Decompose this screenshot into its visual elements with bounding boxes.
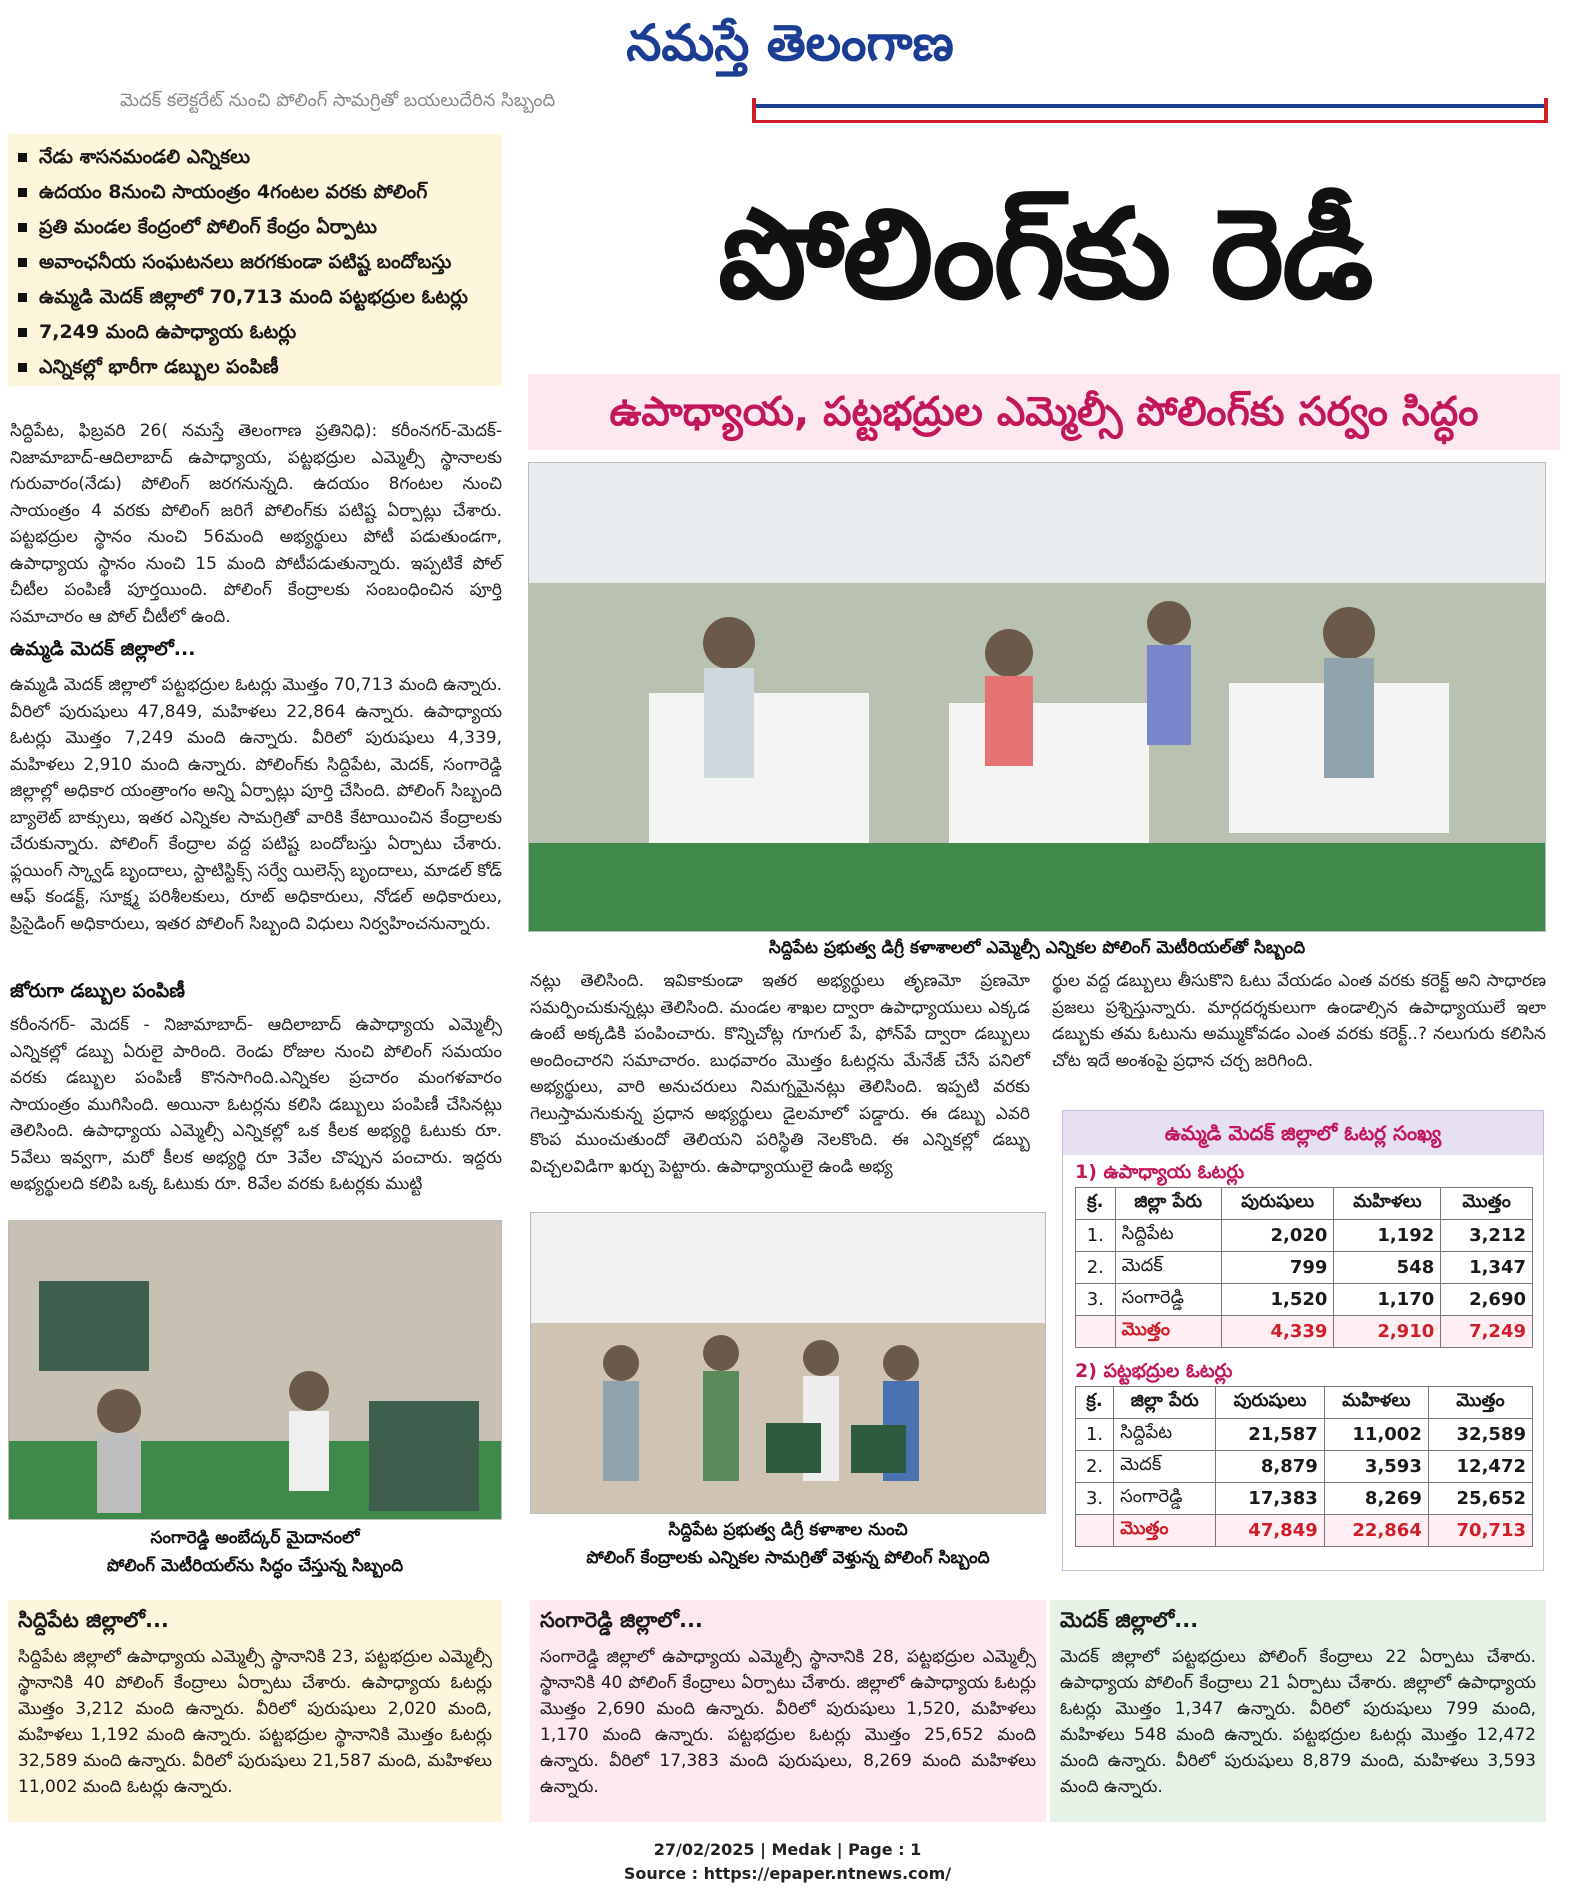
photo-siddipet-staff-image	[531, 1213, 1045, 1513]
highlight-item: ఉమ్మడి మెదక్ జిల్లాలో 70,713 మంది పట్టభద్రుల ఓటర్లు	[18, 280, 492, 315]
footer-date-line: 27/02/2025 | Medak | Page : 1	[653, 1840, 922, 1859]
photo-siddipet-caption-2: పోలింగ్ కేంద్రాలకు ఎన్నికల సామగ్రితో వెళ్తున్న పోలింగ్ సిబ్బంది	[586, 1548, 990, 1568]
district-box-medak	[1050, 1600, 1546, 1822]
voter-table-title: ఉమ్మడి మెదక్ జిల్లాలో ఓటర్ల సంఖ్య	[1063, 1111, 1543, 1155]
article-mid-column: నట్లు తెలిసింది. ఇవికాకుండా ఇతర అభ్యర్థులు తృణమో ప్రణమో సమర్పించుకున్నట్లు తెలిసింది. మండల శాఖల ద్వారా ఉపాధ్యాయులు ఎక్కడ ఉంటే అక్కడికి పంపించారు. కొన్నిచోట్ల గూగుల్ పే, ఫోన్‌పే ద్వారా డబ్బులు అందించారని సమాచారం. బుధవారం మొత్తం ఓటర్లను మేనేజ్ చేసే పనిలో అభ్యర్థులు, వారి అనుచరులు నిమగ్నమైనట్లు తెలిసింది. ఇప్పటి వరకు గెలుస్తామనుకున్న ప్రధాన అభ్యర్థులు డైలమాలో పడ్డారు. ఈ డబ్బు ఎవరి కొంప ముంచుతుందో తెలియని పరిస్థితి నెలకొంది. ఈ ఎన్నికల్లో డబ్బు విచ్చలవిడిగా ఖర్చు పెట్టారు. ఉపాధ్యాయులై ఉండి అభ్య	[530, 971, 1030, 1177]
page-footer	[0, 1838, 1575, 1886]
header-rule	[752, 98, 1548, 123]
highlight-item: 7,249 మంది ఉపాధ్యాయ ఓటర్లు	[18, 315, 492, 350]
footer-source-line: Source : https://epaper.ntnews.com/	[623, 1864, 952, 1883]
highlight-item: ప్రతి మండల కేంద్రంలో పోలింగ్ కేంద్రం ఏర్పాటు	[18, 210, 492, 245]
voter-count-table-box	[1062, 1110, 1544, 1571]
sub-headline: ఉపాధ్యాయ, పట్టభద్రుల ఎమ్మెల్సీ పోలింగ్‌కు సర్వం సిద్ధం	[528, 374, 1560, 450]
table-row: 3. సంగారెడ్డి 17,383 8,269 25,652	[1076, 1483, 1533, 1515]
main-photo-image	[529, 463, 1545, 931]
table-row: 2. మెదక్ 8,879 3,593 12,472	[1076, 1451, 1533, 1483]
article-intro: సిద్దిపేట, ఫిబ్రవరి 26( నమస్తే తెలంగాణ ప్రతినిధి): కరీంనగర్-మెదక్-నిజామాబాద్-ఆదిలాబాద్ ఉపాధ్యాయ, పట్టభద్రుల ఎమ్మెల్సీ స్థానాలకు గురువారం(నేడు) పోలింగ్ జరగనున్నది. ఉదయం 8గంటల నుంచి సాయంత్రం 4 వరకు పోలింగ్ జరిగే పోలింగ్‌కు పటిష్ట ఏర్పాట్లు చేశారు. పట్టభద్రుల స్థానం నుంచి 56మంది అభ్యర్థులు పోటీ పడుతుండగా, ఉపాధ్యాయ స్థానం నుంచి 15 మంది పోటీపడుతున్నారు. ఇప్పటికే పోల్ చీటీల పంపిణీ పూర్తయింది. పోలింగ్ కేంద్రాలకు సంబంధించిన పూర్తి సమాచారం ఆ పోల్ చీటీలో ఉంది.	[10, 421, 502, 627]
photo-sangareddy-caption-2: పోలింగ్ మెటీరియల్‌ను సిద్ధం చేస్తున్న సిబ్బంది	[106, 1556, 404, 1576]
article-para-1: ఉమ్మడి మెదక్ జిల్లాలో పట్టభద్రుల ఓటర్లు మొత్తం 70,713 మంది ఉన్నారు. వీరిలో పురుషులు 47,849, మహిళలు 22,864 ఉన్నారు. ఉపాధ్యాయ ఓటర్లు మొత్తం 7,249 మంది ఉన్నారు. వీరిలో పురుషులు 4,339, మహిళలు 2,910 మంది ఉన్నారు. పోలింగ్‌కు సిద్దిపేట, మెదక్, సంగారెడ్డి జిల్లాల్లో అధికార యంత్రాంగం అన్ని ఏర్పాట్లు పూర్తి చేసింది. పోలింగ్ సిబ్బంది బ్యాలెట్ బాక్సులు, ఇతర ఎన్నికల సామగ్రితో వారికి కేటాయించిన కేంద్రాలకు చేరుకున్నారు. పోలింగ్ కేంద్రాల వద్ద పటిష్ట బందోబస్తు ఏర్పాటు చేశారు. ఫ్లయింగ్ స్క్వాడ్ బృందాలు, స్టాటిస్టిక్స్ సర్వే యిలెన్స్ బృందాలు, మాడల్ కోడ్ ఆఫ్ కండక్ట్, సూక్ష్మ పరిశీలకులు, రూట్ అధికారులు, నోడల్ అధికారులు, ప్రిసైడింగ్ అధికారులు, ఇతర పోలింగ్ సిబ్బంది విధులు నిర్వహించనున్నారు.	[10, 675, 502, 934]
photo-sangareddy-image	[9, 1221, 501, 1519]
district-text: మెదక్ జిల్లాలో పట్టభద్రులు పోలింగ్ కేంద్రాలు 22 ఏర్పాటు చేశారు. ఉపాధ్యాయ పోలింగ్ కేంద్రాలు 21 ఏర్పాటు చేశారు. జిల్లాలో ఉపాధ్యాయ ఓటర్లు మొత్తం 1,347 ఉన్నారు. వీరిలో పురుషులు 799 మంది, మహిళలు 548 మంది ఉన్నారు. పట్టభద్రుల ఓటర్లు మొత్తం 12,472 మంది ఉన్నారు. వీరిలో పురుషులు 8,879 మంది, మహిళలు 3,593 మంది ఉన్నారు.	[1060, 1647, 1536, 1797]
newspaper-masthead: నమస్తే తెలంగాణ	[626, 13, 954, 72]
faded-caption-strip: మెదక్ కలెక్టరేట్ నుంచి పోలింగ్ సామగ్రితో బయలుదేరిన సిబ్బంది	[120, 90, 556, 111]
highlight-item: ఎన్నికల్లో భారీగా డబ్బుల పంపిణీ	[18, 350, 492, 385]
main-headline: పోలింగ్‌కు రెడీ	[718, 183, 1372, 327]
district-text: సిద్దిపేట జిల్లాలో ఉపాధ్యాయ ఎమ్మెల్సీ స్థానానికి 23, పట్టభద్రుల ఎమ్మెల్సీ స్థానానికి 40 పోలింగ్ కేంద్రాలు ఏర్పాటు చేశారు. ఉపాధ్యాయ ఓటర్లు మొత్తం 3,212 మంది ఉన్నారు. వీరిలో పురుషులు 2,020 మంది, మహిళలు 1,192 మంది ఉన్నారు. పట్టభద్రుల స్థానానికి మొత్తం ఓటర్లు 32,589 మంది ఉన్నారు. వీరిలో పురుషులు 21,587 మంది, మహిళలు 11,002 మంది ఓటర్లు ఉన్నారు.	[18, 1647, 492, 1797]
district-heading: మెదక్ జిల్లాలో...	[1060, 1608, 1199, 1632]
table-total-row: మొత్తం 4,339 2,910 7,249	[1076, 1316, 1533, 1348]
article-right-column: ర్థుల వద్ద డబ్బులు తీసుకొని ఓటు వేయడం ఎంత వరకు కరెక్ట్ అని సాధారణ ప్రజలు ప్రశ్నిస్తున్నారు. మార్గదర్శకులుగా ఉండాల్సిన ఉపాధ్యాయులే ఇలా డబ్బుకు తమ ఓటును అమ్ముకోవడం ఎంత వరకు కరెక్ట్..? నలుగురు కలిసిన చోట ఇదే అంశంపై ప్రధాన చర్చ జరిగింది.	[1052, 971, 1546, 1071]
table-row: 1. సిద్దిపేట 21,587 11,002 32,589	[1076, 1419, 1533, 1451]
highlight-item: ఉదయం 8నుంచి సాయంత్రం 4గంటల వరకు పోలింగ్	[18, 175, 492, 210]
table-row: 3. సంగారెడ్డి 1,520 1,170 2,690	[1076, 1284, 1533, 1316]
subheading-combined-medak: ఉమ్మడి మెదక్ జిల్లాలో...	[10, 638, 196, 660]
district-box-sangareddy	[530, 1600, 1046, 1822]
teachers-voter-table	[1075, 1187, 1533, 1348]
table-header-row: క్ర. జిల్లా పేరు పురుషులు మహిళలు మొత్తం	[1076, 1387, 1533, 1419]
district-box-siddipet	[8, 1600, 502, 1822]
table-row: 1. సిద్దిపేట 2,020 1,192 3,212	[1076, 1220, 1533, 1252]
district-heading: సిద్దిపేట జిల్లాలో...	[18, 1608, 169, 1632]
district-text: సంగారెడ్డి జిల్లాలో ఉపాధ్యాయ ఎమ్మెల్సీ స్థానానికి 28, పట్టభద్రుల ఎమ్మెల్సీ స్థానానికి 40 పోలింగ్ కేంద్రాలు ఏర్పాటు చేశారు. జిల్లాలో ఉపాధ్యాయ ఓటర్లు మొత్తం 2,690 మంది ఉన్నారు. వీరిలో పురుషులు 1,520, మహిళలు 1,170 మంది ఉన్నారు. పట్టభద్రుల ఓటర్లు మొత్తం 25,652 మంది ఉన్నారు. వీరిలో 17,383 మంది పురుషులు, 8,269 మంది మహిళలు ఉన్నారు.	[540, 1647, 1036, 1797]
main-photo-caption: సిద్దిపేట ప్రభుత్వ డిగ్రీ కళాశాలలో ఎమ్మెల్సీ ఎన్నికల పోలింగ్ మెటీరియల్‌తో సిబ్బంది	[768, 938, 1306, 958]
photo-siddipet-caption-1: సిద్దిపేట ప్రభుత్వ డిగ్రీ కళాశాల నుంచి	[668, 1520, 908, 1540]
table-header-row: క్ర. జిల్లా పేరు పురుషులు మహిళలు మొత్తం	[1076, 1188, 1533, 1220]
article-para-2: కరీంనగర్- మెదక్ - నిజామాబాద్- ఆదిలాబాద్ ఉపాధ్యాయ ఎమ్మెల్సీ ఎన్నికల్లో డబ్బు ఏరులై పారింది. రెండు రోజుల నుంచి పోలింగ్ సమయం వరకు డబ్బుల పంపిణీ కొనసాగింది.ఎన్నికల ప్రచారం మంగళవారం సాయంత్రం ముగిసింది. అయినా ఓటర్లను కలిసి డబ్బులు పంపిణీ చేసినట్లు తెలిసింది. ఉపాధ్యాయ ఎమ్మెల్సీ ఎన్నికల్లో ఒక కీలక అభ్యర్థి ఓటుకు రూ. 5వేలు ఇవ్వగా, మరో కీలక అభ్యర్థి రూ 3వేల చొప్పున పంచారు. ఇద్దరు అభ్యర్థులది కలిపి ఒక్క ఓటుకు రూ. 8వేల వరకు ఓటర్లకు ముట్టి	[10, 1015, 502, 1194]
subheading-money-distribution: జోరుగా డబ్బుల పంపిణీ	[10, 980, 185, 1002]
graduates-section-title: 2) పట్టభద్రుల ఓటర్లు	[1075, 1360, 1233, 1382]
table-total-row: మొత్తం 47,849 22,864 70,713	[1076, 1515, 1533, 1547]
photo-sangareddy-caption-1: సంగారెడ్డి అంబేద్కర్ మైదానంలో	[150, 1528, 360, 1548]
district-heading: సంగారెడ్డి జిల్లాలో...	[540, 1608, 703, 1632]
table-row: 2. మెదక్ 799 548 1,347	[1076, 1252, 1533, 1284]
highlight-item: నేడు శాసనమండలి ఎన్నికలు	[18, 140, 492, 175]
photo-siddipet-staff	[530, 1212, 1046, 1514]
teachers-section-title: 1) ఉపాధ్యాయ ఓటర్లు	[1075, 1161, 1245, 1183]
highlight-item: అవాంఛనీయ సంఘటనలు జరగకుండా పటిష్ట బందోబస్తు	[18, 245, 492, 280]
graduates-voter-table	[1075, 1386, 1533, 1547]
highlights-box	[8, 134, 502, 386]
main-photo	[528, 462, 1546, 932]
photo-sangareddy	[8, 1220, 502, 1520]
